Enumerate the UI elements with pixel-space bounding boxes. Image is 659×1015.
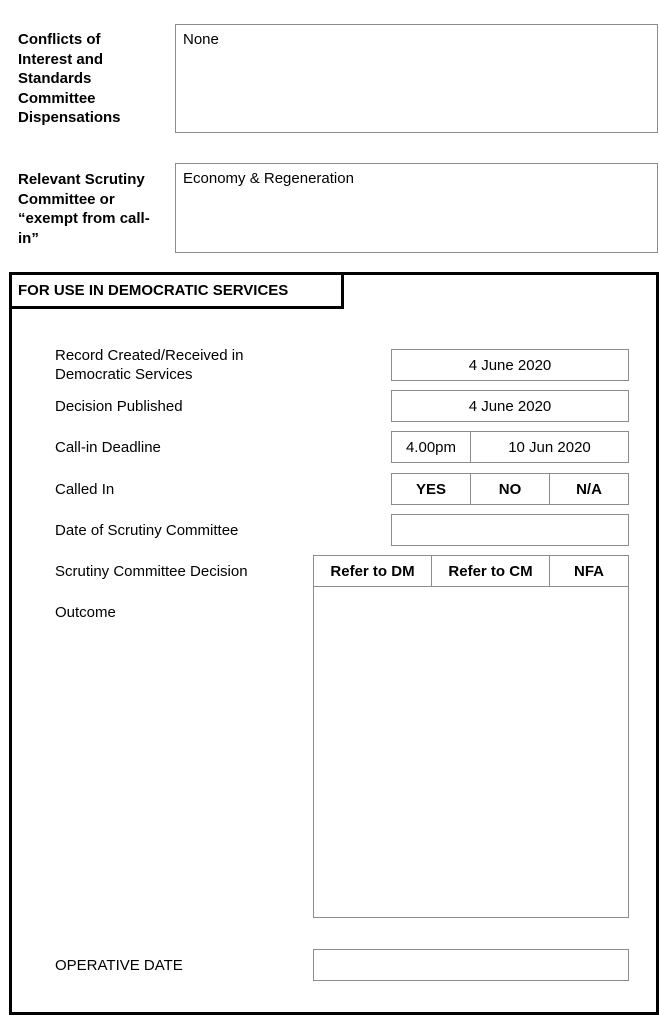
record-created-field[interactable]: 4 June 2020 [391,349,629,381]
record-created-label: Record Created/Received in Democratic Services [55,347,244,383]
conflicts-field[interactable]: None [175,24,658,133]
outcome-field[interactable] [313,586,629,918]
outcome-label: Outcome [55,604,116,621]
scrutiny-committee-field[interactable]: Economy & Regeneration [175,163,658,253]
date-scrutiny-field[interactable] [391,514,629,546]
decision-published-label: Decision Published [55,398,183,415]
called-in-no-option[interactable]: NO [470,473,550,505]
called-in-na-option[interactable]: N/A [549,473,629,505]
scrutiny-committee-label: Relevant Scrutiny Committee or “exempt from call-in” [18,171,150,247]
operative-date-label: OPERATIVE DATE [55,957,183,974]
callin-deadline-date-field[interactable]: 10 Jun 2020 [470,431,629,463]
democratic-services-title: FOR USE IN DEMOCRATIC SERVICES [12,275,344,309]
conflicts-label: Conflicts of Interest and Standards Committee Dispensations [18,31,121,126]
operative-date-field[interactable] [313,949,629,981]
refer-to-dm-option[interactable]: Refer to DM [313,555,432,587]
callin-deadline-time-field[interactable]: 4.00pm [391,431,471,463]
scrutiny-decision-label: Scrutiny Committee Decision [55,563,248,580]
refer-to-cm-option[interactable]: Refer to CM [431,555,550,587]
called-in-label: Called In [55,481,115,498]
decision-published-field[interactable]: 4 June 2020 [391,390,629,422]
callin-deadline-label: Call-in Deadline [55,439,161,456]
nfa-option[interactable]: NFA [549,555,629,587]
date-scrutiny-label: Date of Scrutiny Committee [55,522,239,539]
called-in-yes-option[interactable]: YES [391,473,471,505]
